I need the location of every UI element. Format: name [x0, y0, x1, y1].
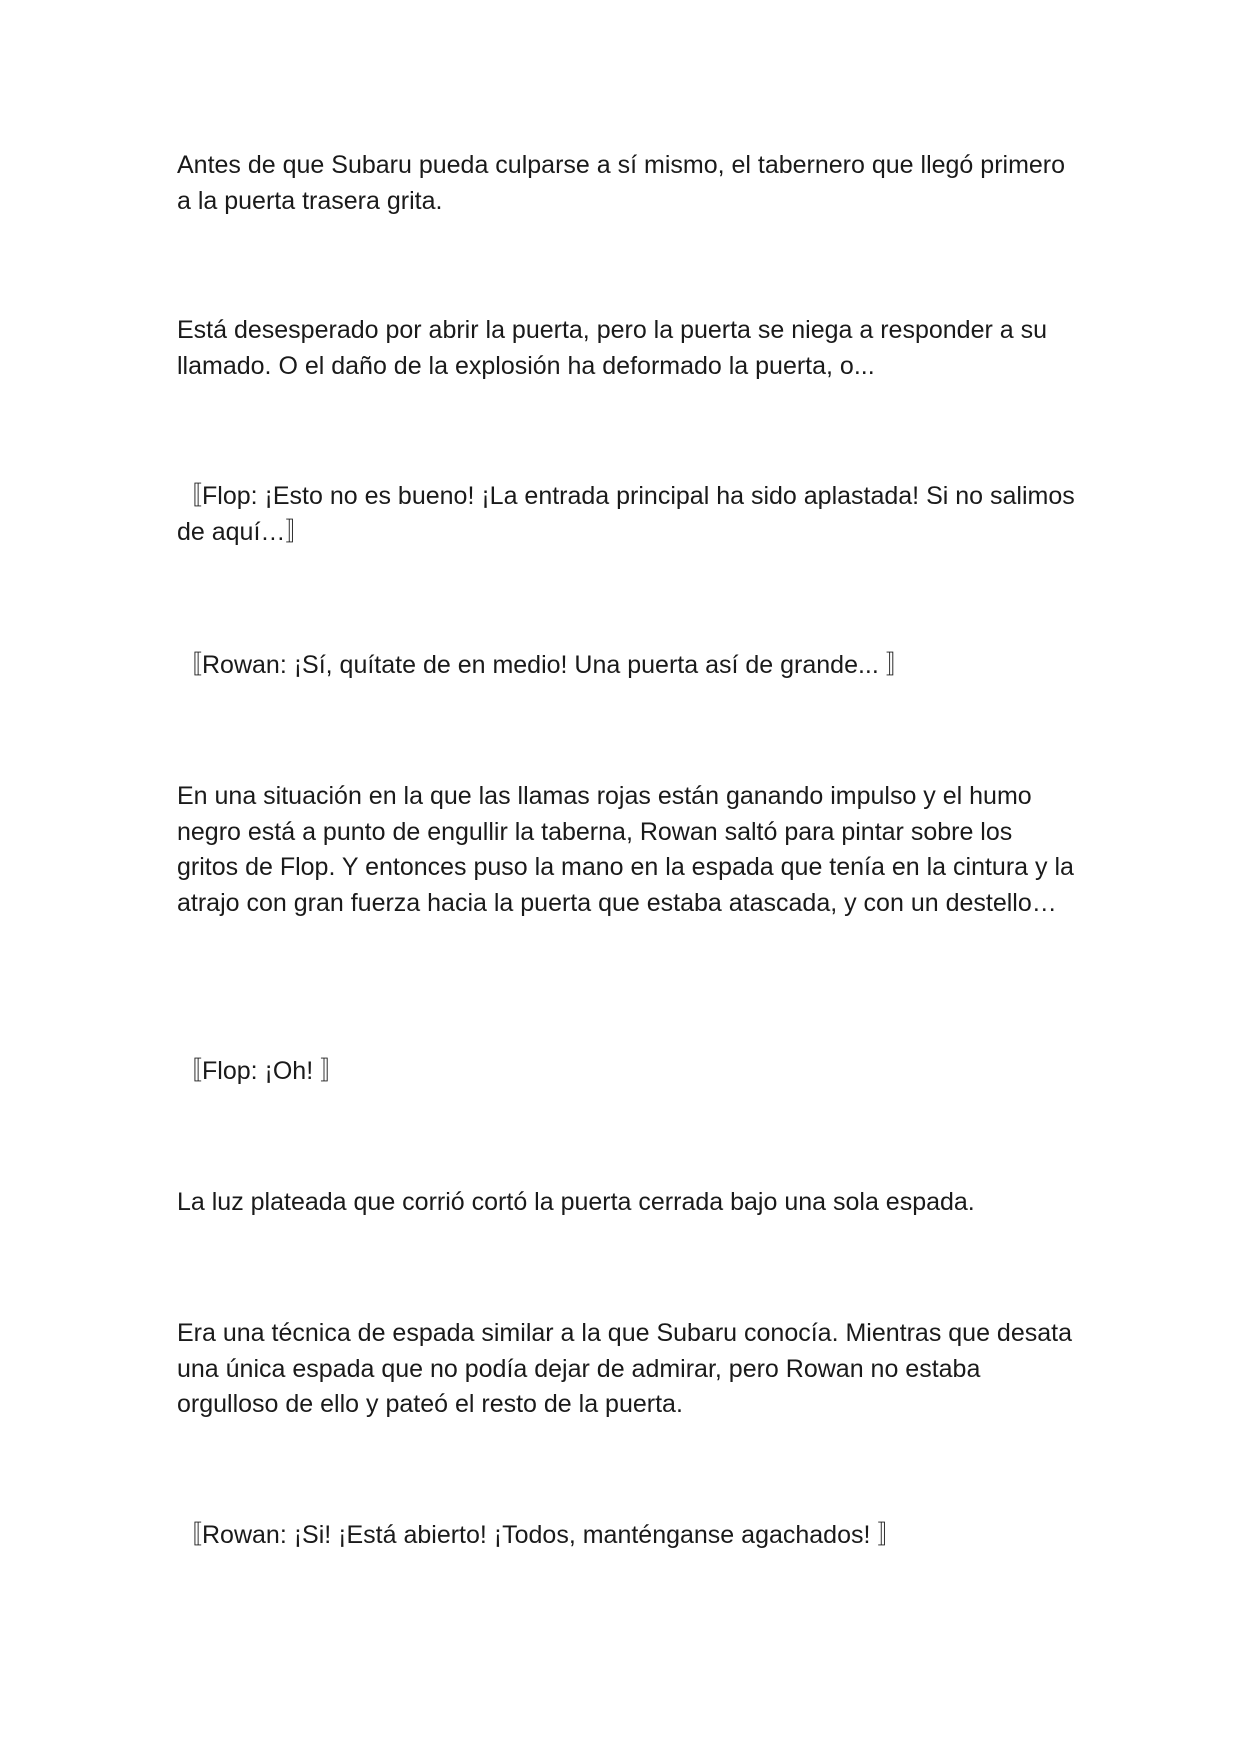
paragraph-1: Antes de que Subaru pueda culparse a sí mismo, el tabernero que llegó primero a la puerta trasera grita.: [177, 151, 1066, 215]
dialogue-flop-2: 〚Flop: ¡Oh! 〛: [177, 1057, 346, 1085]
dialogue-flop-1: 〚Flop: ¡Esto no es bueno! ¡La entrada principal ha sido aplastada! Si no salimos de aquí…〛: [177, 482, 1075, 546]
paragraph-5: Era una técnica de espada similar a la que Subaru conocía. Mientras que desata una única espada que no podía dejar de admirar, pero Rowan no estaba orgulloso de ello y pateó el resto de la puerta.: [177, 1319, 1072, 1418]
paragraph-3: En una situación en la que las llamas rojas están ganando impulso y el humo negro está a punto de engullir la taberna, Rowan saltó para pintar sobre los gritos de Flop. Y entonces puso la mano en la espada que tenía en la cintura y la atrajo con gran fuerza hacia la puerta que estaba atascada, y con un destello…: [177, 782, 1074, 917]
dialogue-rowan-1: 〚Rowan: ¡Sí, quítate de en medio! Una puerta así de grande... 〛: [177, 651, 911, 679]
paragraph-2: Está desesperado por abrir la puerta, pero la puerta se niega a responder a su llamado. O el daño de la explosión ha deformado la puerta, o...: [177, 316, 1047, 380]
paragraph-4: La luz plateada que corrió cortó la puerta cerrada bajo una sola espada.: [177, 1188, 975, 1216]
dialogue-rowan-2: 〚Rowan: ¡Si! ¡Está abierto! ¡Todos, manténganse agachados! 〛: [177, 1521, 903, 1549]
